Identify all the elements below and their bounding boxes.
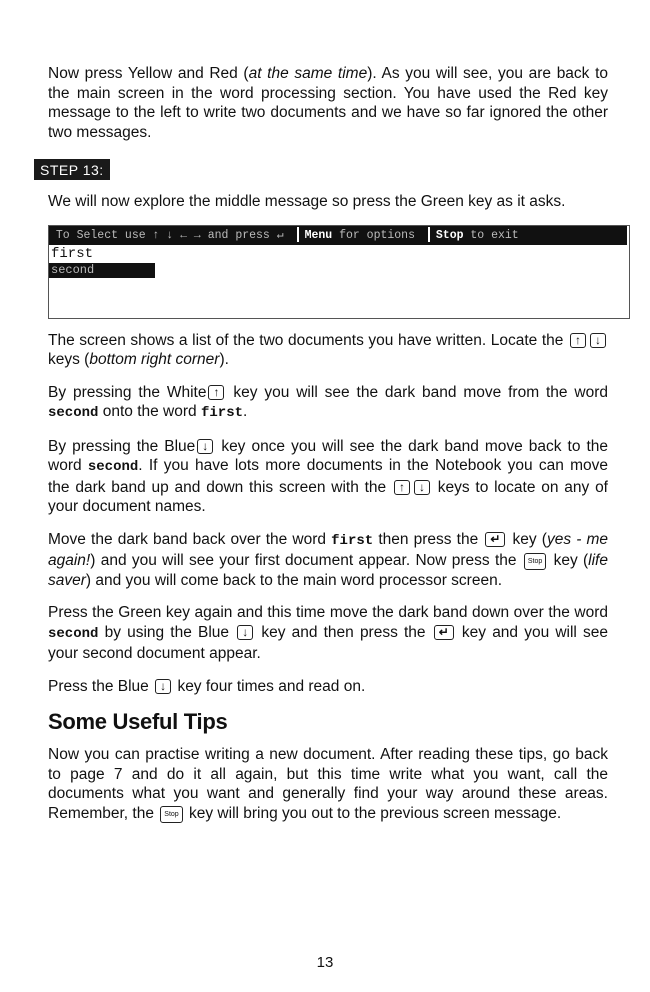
section-heading: Some Useful Tips bbox=[48, 709, 228, 734]
stop-key-icon: Stop bbox=[524, 553, 546, 570]
down-arrow-key-icon: ↓ bbox=[237, 625, 253, 640]
screen-document-second-highlighted: second bbox=[49, 263, 155, 278]
enter-key-icon: ↵ bbox=[434, 625, 454, 640]
down-arrow-key-icon: ↓ bbox=[414, 480, 430, 495]
paragraph-white-key: By pressing the White ↑ key you will see the dark band move from the word second onto the word first. bbox=[48, 383, 609, 421]
paragraph-locate-keys: The screen shows a list of the two documents you have written. Locate the ↑ ↓ keys (bottom right corner). bbox=[48, 331, 608, 370]
page-number: 13 bbox=[316, 954, 334, 971]
up-arrow-key-icon: ↑ bbox=[208, 385, 224, 400]
intro-paragraph: Now press Yellow and Red (at the same time). As you will see, you are back to the main screen in the word processing section. You have used the Red key message to the left to write two documents and we have so far ignored the other two messages. bbox=[48, 65, 609, 141]
paragraph-tips: Now you can practise writing a new document. After reading these tips, go back to page 7 and do it all again, but this time write what you want, call the documents what you want and generally find your way around these areas. Remember, the Stop key will bring you out to the previous screen message. bbox=[48, 746, 608, 822]
page-content bbox=[40, 64, 609, 836]
screen-document-first: first bbox=[51, 245, 94, 262]
paragraph-four-times: Press the Blue ↓ key four times and read on. bbox=[48, 677, 366, 695]
up-arrow-key-icon: ↑ bbox=[570, 333, 586, 348]
screen-illustration bbox=[48, 225, 630, 319]
down-arrow-key-icon: ↓ bbox=[590, 333, 606, 348]
screen-status-bar: To Select use ↑ ↓ ← → and press ↵ Menu for options Stop to exit bbox=[49, 226, 627, 245]
paragraph-blue-key: By pressing the Blue ↓ key once you will see the dark band move back to the word second. If you have lots more documents in the Notebook you can move the dark band up and down this screen with the ↑ ↓ keys to locate on any of your document names. bbox=[48, 437, 608, 515]
down-arrow-key-icon: ↓ bbox=[155, 679, 171, 694]
enter-key-icon: ↵ bbox=[485, 532, 505, 547]
up-arrow-key-icon: ↑ bbox=[394, 480, 410, 495]
down-arrow-key-icon: ↓ bbox=[197, 439, 213, 454]
stop-key-icon: Stop bbox=[160, 806, 182, 823]
paragraph-second-document: Press the Green key again and this time move the dark band down over the word second by using the Blue ↓ key and then press the ↵ key and you will see your second document appear. bbox=[48, 604, 609, 662]
paragraph-first-document: Move the dark band back over the word first then press the ↵ key (yes - me again!) and you will see your first document appear. Now press the Stop key (life saver) and you will come back to the main word processor screen. bbox=[48, 530, 609, 589]
step-label: STEP 13: bbox=[34, 159, 110, 180]
step-paragraph: We will now explore the middle message so press the Green key as it asks. bbox=[48, 193, 566, 210]
